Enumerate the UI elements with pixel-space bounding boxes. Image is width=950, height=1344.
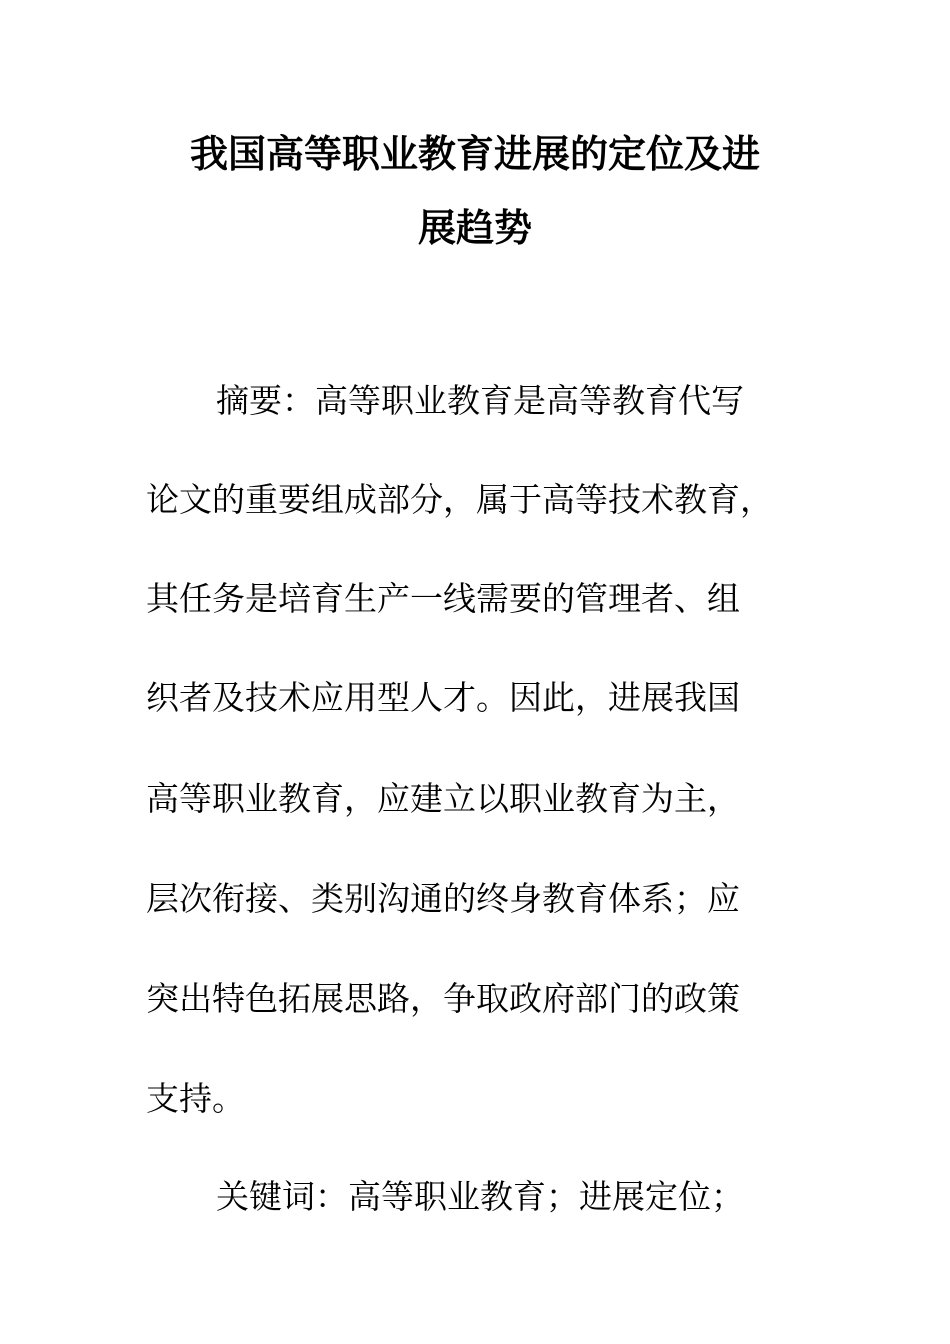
keywords-line: 关键词：高等职业教育；进展定位； (216, 1177, 744, 1216)
abstract-line: 其任务是培育生产一线需要的管理者、组 (146, 579, 740, 618)
abstract-line: 论文的重要组成部分，属于高等技术教育， (146, 480, 773, 519)
abstract-line: 摘要：高等职业教育是高等教育代写 (216, 381, 744, 420)
abstract-line: 层次衔接、类别沟通的终身教育体系；应 (146, 879, 740, 918)
abstract-line: 支持。 (146, 1079, 245, 1118)
abstract-line: 织者及技术应用型人才。因此，进展我国 (146, 678, 740, 717)
abstract-line: 突出特色拓展思路，争取政府部门的政策 (146, 979, 740, 1018)
document-title-line-1: 我国高等职业教育进展的定位及进 (189, 131, 760, 176)
document-title-line-2: 展趋势 (417, 205, 532, 250)
abstract-line: 高等职业教育，应建立以职业教育为主， (146, 779, 740, 818)
